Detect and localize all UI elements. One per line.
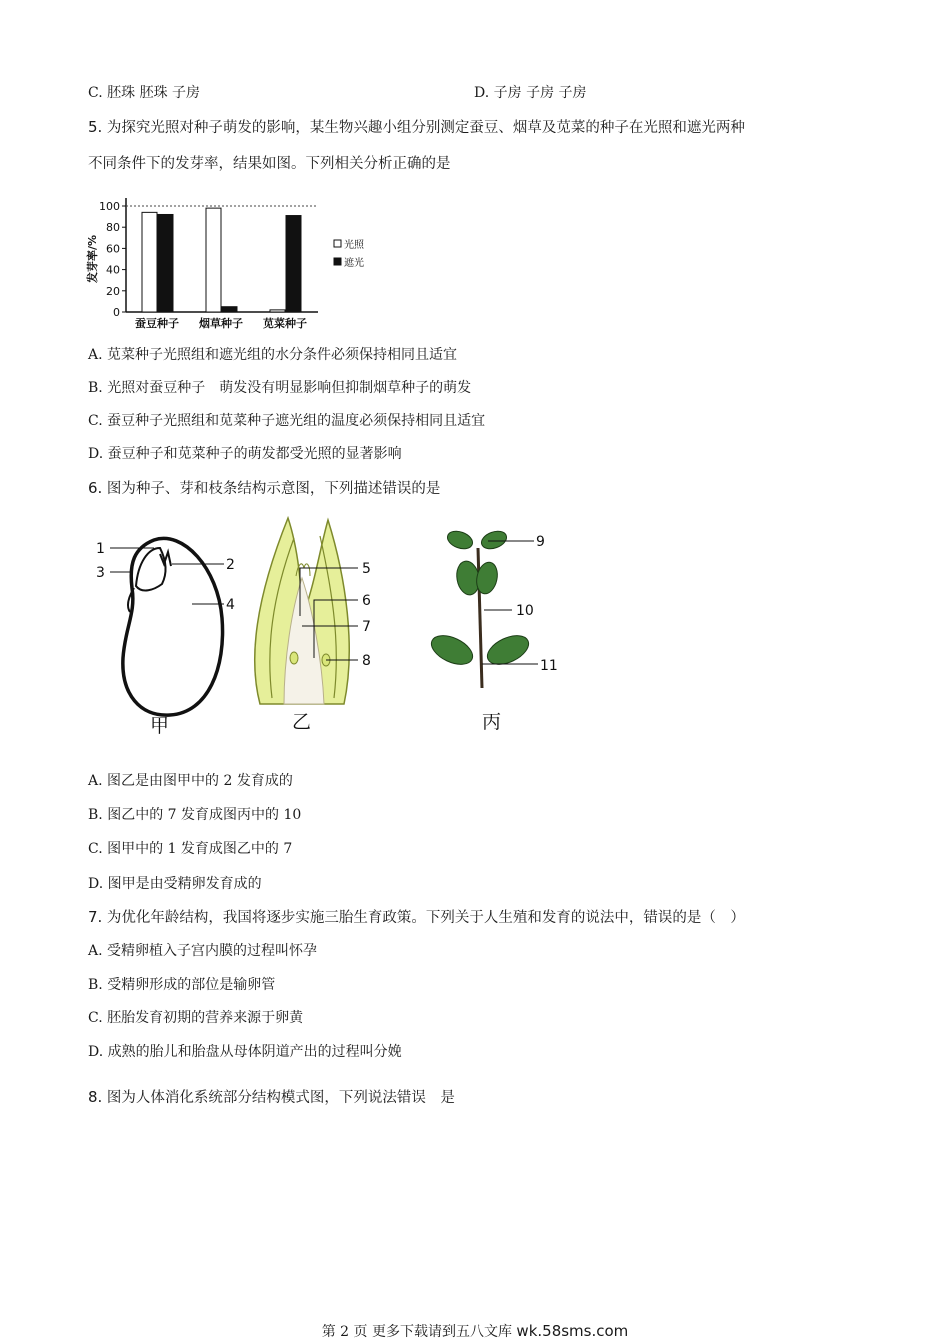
- chart-legend: [334, 238, 365, 269]
- footer-site: wk.58sms.com: [516, 1322, 629, 1340]
- bud-figure-yi: [255, 518, 350, 704]
- q6-option-d: D. 图甲是由受精卵发育成的: [88, 876, 262, 892]
- q7-option-c: C. 胚胎发育初期的营养来源于卵黄: [88, 1010, 304, 1026]
- diagram-label-2: 2: [226, 557, 235, 573]
- q7-stem: [88, 906, 745, 927]
- q8-stem-text: 图为人体消化系统部分结构模式图，下列说法错误 是: [106, 1090, 455, 1106]
- diagram-label-4: 4: [226, 597, 235, 613]
- legend-swatch: [334, 240, 341, 247]
- legend-swatch: [334, 258, 341, 265]
- q6-option-a: A. 图乙是由图甲中的 2 发育成的: [88, 773, 293, 789]
- q4-option-d: D. 子房 子房 子房: [474, 85, 587, 101]
- y-tick-label: 80: [106, 221, 120, 235]
- diagram-label-9: 9: [536, 534, 545, 550]
- q5-option-c: C. 蚕豆种子光照组和苋菜种子遮光组的温度必须保持相同且适宜: [88, 413, 486, 429]
- q4-option-c: C. 胚珠 胚珠 子房: [88, 85, 201, 101]
- chart-axes: [85, 198, 318, 319]
- q8-number: 8.: [88, 1088, 103, 1106]
- q6-option-c: C. 图甲中的 1 发育成图乙中的 7: [88, 841, 293, 857]
- q5-option-a: A. 苋菜种子光照组和遮光组的水分条件必须保持相同且适宜: [88, 347, 458, 363]
- diagram-label-6: 6: [362, 593, 371, 609]
- y-tick-label: 40: [106, 263, 120, 277]
- q5-stem-line2: 不同条件下的发芽率，结果如图。下列相关分析正确的是: [88, 156, 451, 172]
- q7-stem-text: 为优化年龄结构，我国将逐步实施三胎生育政策。下列关于人生殖和发育的说法中，错误的是（ ）: [106, 910, 745, 926]
- y-tick-label: 0: [113, 306, 120, 319]
- q6-stem: [88, 477, 440, 498]
- y-tick-label: 100: [99, 200, 120, 213]
- q6-number: 6.: [88, 479, 103, 497]
- diagram-label-1: 1: [96, 541, 105, 557]
- q5-number: 5.: [88, 118, 103, 136]
- diagram-label-10: 10: [516, 603, 534, 619]
- caption-jia: 甲: [150, 715, 170, 737]
- bar-light: [142, 212, 157, 312]
- leaf-low-left: [427, 630, 477, 670]
- q6-option-b: B. 图乙中的 7 发育成图丙中的 10: [88, 807, 302, 823]
- bar-dark: [286, 216, 301, 312]
- q8-stem: [88, 1086, 455, 1107]
- q5-stem-line1: [88, 116, 745, 137]
- q5-option-d: D. 蚕豆种子和苋菜种子的萌发都受光照的显著影响: [88, 446, 402, 462]
- q6-stem-text: 图为种子、芽和枝条结构示意图，下列描述错误的是: [106, 481, 441, 497]
- footer-text: 第 2 页 更多下载请到五八文库: [321, 1324, 517, 1340]
- x-category-label: 蚕豆种子: [135, 317, 179, 330]
- q7-option-a: A. 受精卵植入子宫内膜的过程叫怀孕: [88, 943, 318, 959]
- legend-label: 光照: [344, 240, 364, 251]
- caption-bing: 丙: [482, 711, 502, 733]
- leaf-top-right: [479, 528, 509, 552]
- diagram-label-3: 3: [96, 565, 105, 581]
- page-footer: [0, 1321, 950, 1341]
- q5-germination-chart: [82, 188, 382, 334]
- bar-light: [270, 310, 285, 312]
- y-axis-title: 发芽率/%: [86, 234, 99, 284]
- y-tick-label: 20: [106, 284, 120, 298]
- diagram-label-7: 7: [362, 619, 371, 635]
- y-tick-label: 60: [106, 242, 120, 256]
- x-category-label: 苋菜种子: [263, 317, 307, 330]
- seed-figure-jia: [123, 538, 223, 715]
- leaf-top-left: [445, 528, 475, 552]
- legend-label: 遮光: [344, 258, 364, 269]
- bar-dark: [222, 307, 237, 312]
- caption-yi: 乙: [292, 711, 312, 733]
- q7-number: 7.: [88, 908, 103, 926]
- diagram-label-8: 8: [362, 653, 371, 669]
- q7-option-b: B. 受精卵形成的部位是输卵管: [88, 977, 276, 993]
- diagram-label-11: 11: [540, 658, 558, 674]
- chart-bars: [135, 208, 307, 330]
- diagram-label-5: 5: [362, 561, 371, 577]
- q6-structure-diagram: [88, 508, 568, 740]
- bar-dark: [158, 214, 173, 312]
- q5-stem-text1: 为探究光照对种子萌发的影响，某生物兴趣小组分别测定蚕豆、烟草及苋菜的种子在光照和遮光两种: [106, 120, 745, 136]
- x-category-label: 烟草种子: [199, 317, 243, 330]
- q7-option-d: D. 成熟的胎儿和胎盘从母体阴道产出的过程叫分娩: [88, 1044, 402, 1060]
- q5-option-b: B. 光照对蚕豆种子 萌发没有明显影响但抑制烟草种子的萌发: [88, 380, 472, 396]
- bud-axillary-left: [290, 652, 298, 664]
- bar-light: [206, 208, 221, 312]
- seed-coat: [123, 538, 223, 715]
